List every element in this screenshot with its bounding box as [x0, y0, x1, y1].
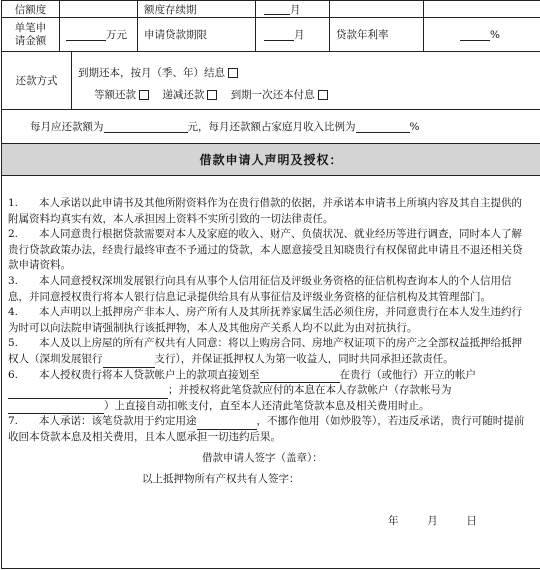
clause-2: 2. 本人同意贵行根据贷款需要对本人及家庭的收入、财产、负债状况、就业经历等进行调查，同时本人了解贵行贷款政策办法，经贵行最终审查不予通过的贷款，本人愿意接受且知晓贵行有权保留此申请且不退还相关贷款申请资料。 — [8, 228, 523, 272]
declaration-text — [2, 176, 540, 529]
option-once-checkbox[interactable] — [318, 90, 328, 100]
empty-cell-b — [424, 1, 540, 17]
repay-line-1: 到期还本，按月（季、年）结息 — [78, 62, 540, 84]
clause-3: 3. 本人同意授权深圳发展银行向具有从事个人信用征信及评级业务资格的征信机构查询本人的个人信用信息，并同意授权贵行将本人银行信息记录提供给具有从事征信及评级业务资格的征信机构及其管理部门。 — [8, 274, 512, 303]
clause-4: 4. 本人声明以上抵押房产非本人、房产所有人及其所抚养家属生活必须住房，并同意贵行在本人发生违约行为时可以向法院申请强制执行该抵押物，本人及其他房产关系人均不以此为由对抗执行。 — [8, 306, 523, 334]
amount-field[interactable]: 万元 — [60, 18, 138, 51]
section-title: 借款申请人声明及授权： — [2, 144, 540, 175]
co-owner-signature: 以上抵押物所有产权共有人签字： — [142, 473, 300, 486]
payee-blank[interactable] — [260, 371, 340, 383]
income-ratio-blank[interactable] — [356, 121, 410, 133]
deposit-account-blank[interactable] — [8, 402, 104, 414]
monthly-payment-blank[interactable] — [104, 121, 188, 133]
credit-amount-field[interactable] — [60, 1, 138, 17]
clause-6: 6. 本人授权贵行将本人贷款帐户上的款项直接划至 在贵行（或他行）开立的帐户；并授权将此笔贷款应付的本息在本人存款帐户（存款帐号为）上直接自动扣帐支付，直至本人还清此笔贷款本息及相关费用时止。 — [8, 368, 532, 415]
label-amount: 单笔申请金额 — [2, 18, 60, 51]
applicant-signature: 借款申请人签字（盖章）： — [202, 451, 323, 464]
purpose-blank[interactable] — [197, 418, 257, 430]
row-repayment — [2, 52, 540, 110]
label-interest-rate: 贷款年利率 — [330, 18, 424, 51]
repayment-options — [72, 52, 540, 109]
interest-rate-blank[interactable] — [460, 29, 490, 41]
clause-7: 7. 本人承诺：该笔贷款用于约定用途 ，不挪作他用（如炒股等），若违反承诺，贵行可随时提前收回本贷款本息及相关费用，且本人愿承担一切违约后果。 — [8, 415, 525, 443]
option-decrease-checkbox[interactable] — [207, 90, 217, 100]
monthly-payment-line: 每月应还款额为 元，每月还款额占家庭月收入比例为 % — [30, 120, 420, 133]
row-monthly-payment — [2, 110, 540, 144]
loan-period-field[interactable]: 月 — [256, 18, 330, 51]
clause-1: 1. 本人承诺以此申请书及其他所附资料作为在贵行借款的依据，并承诺本申请书上所填内容及其自主提供的附属资料均真实有效，本人承担因上资料不实所引致的一切法律责任。 — [8, 197, 523, 225]
interest-rate-field[interactable]: % — [424, 18, 540, 51]
row-credit-limit — [2, 0, 540, 18]
option-equal-checkbox[interactable] — [139, 90, 149, 100]
repay-line-2: 等额还款 递减还款 到期一次还本付息 — [78, 84, 540, 106]
row-section-header — [2, 144, 540, 176]
row-amount — [2, 18, 540, 52]
amount-blank[interactable] — [66, 29, 106, 41]
signature-date: 年 月 日 — [388, 514, 477, 527]
loan-period-blank[interactable] — [264, 29, 294, 41]
branch-blank[interactable] — [103, 356, 155, 368]
clause-5: 5. 本人及以上房屋的所有产权共有人同意：将以上购房合同、房地产权证项下的房产之全部权益抵押给抵押权人（深圳发展银行 支行），并保证抵押权人为第一收益人，同时共同承担还款责任。 — [8, 336, 532, 367]
application-form — [1, 0, 540, 569]
label-loan-period: 申请贷款期限 — [138, 18, 256, 51]
label-repayment: 还款方式 — [2, 52, 72, 109]
limit-period-blank[interactable] — [264, 3, 290, 15]
label-limit-period: 额度存续期 — [138, 1, 256, 17]
empty-cell-a — [330, 1, 424, 17]
option-monthly-checkbox[interactable] — [228, 68, 238, 78]
declaration-body — [2, 176, 540, 568]
account-blank[interactable] — [8, 387, 168, 399]
label-credit: 信额度 — [2, 1, 60, 17]
limit-period-field[interactable]: 月 — [256, 1, 330, 17]
